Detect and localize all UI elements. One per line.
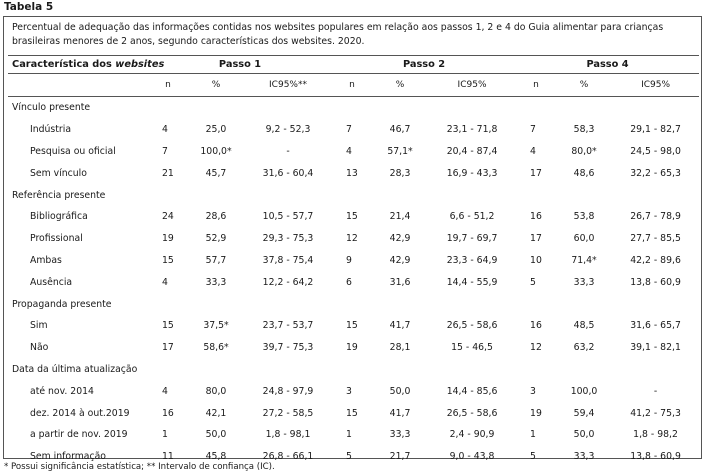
table-cell: 19 xyxy=(162,233,174,245)
table-cell: 28,1 xyxy=(389,342,411,354)
table-cell: 10 xyxy=(530,254,542,266)
table-cell: 23,1 - 71,8 xyxy=(446,124,498,136)
table-cell: 58,3 xyxy=(573,124,595,136)
table-row xyxy=(8,119,699,141)
table-cell: 39,1 - 82,1 xyxy=(630,342,681,354)
table-cell: 24,5 - 98,0 xyxy=(630,145,681,157)
table-cell: 7 xyxy=(162,145,168,157)
table-cell: 41,2 - 75,3 xyxy=(630,407,681,419)
row-label: Sem vínculo xyxy=(30,167,87,179)
table-cell: 12 xyxy=(346,233,358,245)
header-passo-1: Passo 1 xyxy=(148,56,332,74)
table-row xyxy=(8,402,699,424)
table-cell: 1 xyxy=(346,429,352,441)
table-cell: 1,8 - 98,1 xyxy=(265,429,311,441)
table-cell: 31,6 xyxy=(389,276,411,288)
table-cell: 15 xyxy=(346,320,358,332)
table-cell: 32,2 - 65,3 xyxy=(630,167,681,179)
table-cell: 29,1 - 82,7 xyxy=(630,124,681,136)
table-cell: 39,7 - 75,3 xyxy=(262,342,314,354)
table-cell: 10,5 - 57,7 xyxy=(262,211,314,223)
table-cell: 16 xyxy=(530,320,542,332)
subheader-n: n xyxy=(332,74,372,97)
table-cell: 4 xyxy=(162,124,168,136)
table-cell: 14,4 - 55,9 xyxy=(446,276,498,288)
table-cell: 1 xyxy=(162,429,168,441)
header-row xyxy=(8,56,699,74)
table-cell: 11 xyxy=(162,451,174,463)
table-cell: 13,8 - 60,9 xyxy=(630,276,681,288)
table-cell: 14,4 - 85,6 xyxy=(446,385,498,397)
table-row xyxy=(8,271,699,293)
table-row xyxy=(8,141,699,163)
table-cell: 21 xyxy=(162,167,174,179)
table-cell: 15 - 46,5 xyxy=(451,342,493,354)
table-cell: 41,7 xyxy=(389,407,411,419)
table-cell: 31,6 - 65,7 xyxy=(630,320,681,332)
row-label: Sem informação xyxy=(30,451,106,463)
table-cell: 59,4 xyxy=(573,407,595,419)
row-label: Ambas xyxy=(30,254,62,266)
row-label: Profissional xyxy=(30,233,83,245)
table-cell: 5 xyxy=(530,276,536,288)
table-cell: 21,7 xyxy=(389,451,411,463)
section-label: Propaganda presente xyxy=(12,298,112,310)
table-cell: 58,6* xyxy=(203,342,229,354)
header-characteristic: Característica dos websites xyxy=(8,56,148,74)
table-cell: 16,9 - 43,3 xyxy=(446,167,498,179)
table-cell: 60,0 xyxy=(573,233,595,245)
table-cell: 41,7 xyxy=(389,320,411,332)
subheader-ic: IC95% xyxy=(428,74,516,97)
table-cell: 23,7 - 53,7 xyxy=(262,320,314,332)
table-cell: 4 xyxy=(346,145,352,157)
table-cell: 6,6 - 51,2 xyxy=(449,211,495,223)
table-row xyxy=(8,380,699,402)
section-label: Data da última atualização xyxy=(12,363,138,375)
table-cell: 24 xyxy=(162,211,174,223)
subheader-pct: % xyxy=(556,74,612,97)
row-label: Não xyxy=(30,342,49,354)
subheader-pct: % xyxy=(372,74,428,97)
table-cell: 42,1 xyxy=(205,407,227,419)
table-row xyxy=(8,162,699,184)
table-cell: 1,8 - 98,2 xyxy=(633,429,678,441)
table-row xyxy=(8,250,699,272)
table-cell: 17 xyxy=(530,167,542,179)
table-caption: Percentual de adequação das informações contidas nos websites populares em relação aos passos 1, 2 e 4 do Guia alimentar para crianças brasileiras menores de 2 anos, segundo características dos websites. 2020. xyxy=(12,22,664,47)
subheader-empty xyxy=(8,74,148,97)
table-cell: 57,1* xyxy=(387,145,413,157)
table-cell: 4 xyxy=(162,385,168,397)
table-cell: 17 xyxy=(162,342,174,354)
table-cell: 4 xyxy=(162,276,168,288)
table-cell: 4 xyxy=(530,145,536,157)
subheader-n: n xyxy=(516,74,556,97)
table-cell: 31,6 - 60,4 xyxy=(262,167,314,179)
table-cell: 53,8 xyxy=(573,211,595,223)
table-cell: 42,9 xyxy=(389,254,411,266)
table-cell: 42,9 xyxy=(389,233,411,245)
row-label: Pesquisa ou oficial xyxy=(30,145,116,157)
table-cell: 45,7 xyxy=(205,167,227,179)
table-frame xyxy=(3,16,702,463)
table-cell: 1 xyxy=(530,429,536,441)
table-cell: 7 xyxy=(346,124,352,136)
table-cell: - xyxy=(286,145,290,157)
table-cell: 24,8 - 97,9 xyxy=(262,385,314,397)
table-row xyxy=(8,424,699,446)
table-cell: 20,4 - 87,4 xyxy=(446,145,498,157)
table-cell: 15 xyxy=(346,407,358,419)
data-table xyxy=(8,55,699,468)
table-cell: 100,0* xyxy=(200,145,232,157)
table-cell: 16 xyxy=(530,211,542,223)
table-cell: 3 xyxy=(346,385,352,397)
table-cell: 9,0 - 43,8 xyxy=(449,451,495,463)
row-label: Ausência xyxy=(30,276,73,288)
table-cell: 33,3 xyxy=(573,451,595,463)
header-passo-4: Passo 4 xyxy=(516,56,699,74)
row-label: até nov. 2014 xyxy=(30,385,94,397)
table-cell: 7 xyxy=(530,124,536,136)
table-cell: 42,2 - 89,6 xyxy=(630,254,681,266)
table-cell: 13 xyxy=(346,167,358,179)
table-cell: 80,0 xyxy=(205,385,227,397)
table-cell: 52,9 xyxy=(205,233,227,245)
table-cell: 80,0* xyxy=(571,145,597,157)
table-cell: 48,6 xyxy=(573,167,595,179)
table-cell: 6 xyxy=(346,276,352,288)
table-cell: 63,2 xyxy=(573,342,595,354)
table-cell: 27,2 - 58,5 xyxy=(262,407,314,419)
section-row xyxy=(8,293,699,315)
table-cell: 57,7 xyxy=(205,254,227,266)
table-cell: - xyxy=(653,385,658,397)
table-cell: 9,2 - 52,3 xyxy=(265,124,311,136)
table-cell: 21,4 xyxy=(389,211,411,223)
table-cell: 26,5 - 58,6 xyxy=(446,407,498,419)
row-label: Bibliográfica xyxy=(30,211,88,223)
table-cell: 15 xyxy=(346,211,358,223)
table-cell: 46,7 xyxy=(389,124,411,136)
table-cell: 45,8 xyxy=(205,451,227,463)
table-cell: 5 xyxy=(530,451,536,463)
table-cell: 33,3 xyxy=(573,276,595,288)
table-row xyxy=(8,337,699,359)
table-cell: 23,3 - 64,9 xyxy=(446,254,498,266)
row-label: dez. 2014 à out.2019 xyxy=(30,407,130,419)
table-cell: 15 xyxy=(162,320,174,332)
footnote: * Possui significância estatística; ** Intervalo de confiança (IC). xyxy=(4,462,275,472)
table-cell: 17 xyxy=(530,233,542,245)
table-cell: 28,6 xyxy=(205,211,227,223)
table-cell: 37,8 - 75,4 xyxy=(262,254,314,266)
header-passo-2: Passo 2 xyxy=(332,56,516,74)
table-cell: 16 xyxy=(162,407,174,419)
section-row xyxy=(8,359,699,381)
table-cell: 5 xyxy=(346,451,352,463)
section-label: Referência presente xyxy=(12,189,106,201)
table-cell: 28,3 xyxy=(389,167,411,179)
table-cell: 15 xyxy=(162,254,174,266)
row-label: Sim xyxy=(30,320,48,332)
table-cell: 19,7 - 69,7 xyxy=(446,233,498,245)
table-cell: 13,8 - 60,9 xyxy=(630,451,681,463)
table-body xyxy=(8,97,699,468)
table-cell: 26,8 - 66,1 xyxy=(262,451,314,463)
table-cell: 19 xyxy=(530,407,542,419)
table-cell: 50,0 xyxy=(205,429,227,441)
table-cell: 37,5* xyxy=(203,320,229,332)
table-cell: 71,4* xyxy=(571,254,597,266)
subheader-n: n xyxy=(148,74,188,97)
table-cell: 100,0 xyxy=(570,385,598,397)
table-cell: 26,7 - 78,9 xyxy=(630,211,681,223)
table-cell: 25,0 xyxy=(205,124,227,136)
row-label: Indústria xyxy=(30,124,72,136)
table-cell: 33,3 xyxy=(389,429,411,441)
section-row xyxy=(8,97,699,119)
table-cell: 50,0 xyxy=(573,429,595,441)
subheader-ic: IC95%** xyxy=(244,74,332,97)
table-cell: 29,3 - 75,3 xyxy=(262,233,314,245)
table-cell: 33,3 xyxy=(205,276,227,288)
table-cell: 3 xyxy=(530,385,536,397)
subheader-ic: IC95% xyxy=(612,74,699,97)
table-cell: 9 xyxy=(346,254,352,266)
section-row xyxy=(8,184,699,206)
subheader-pct: % xyxy=(188,74,244,97)
table-cell: 27,7 - 85,5 xyxy=(630,233,681,245)
table-cell: 26,5 - 58,6 xyxy=(446,320,498,332)
table-title: Tabela 5 xyxy=(4,1,54,13)
section-label: Vínculo presente xyxy=(12,102,91,114)
table-cell: 12,2 - 64,2 xyxy=(262,276,314,288)
table-cell: 48,5 xyxy=(573,320,595,332)
table-row xyxy=(8,206,699,228)
subheader-row xyxy=(8,74,699,97)
table-row xyxy=(8,315,699,337)
table-cell: 19 xyxy=(346,342,358,354)
row-label: a partir de nov. 2019 xyxy=(30,429,128,441)
table-cell: 12 xyxy=(530,342,542,354)
table-row xyxy=(8,228,699,250)
table-cell: 2,4 - 90,9 xyxy=(449,429,495,441)
table-cell: 50,0 xyxy=(389,385,411,397)
